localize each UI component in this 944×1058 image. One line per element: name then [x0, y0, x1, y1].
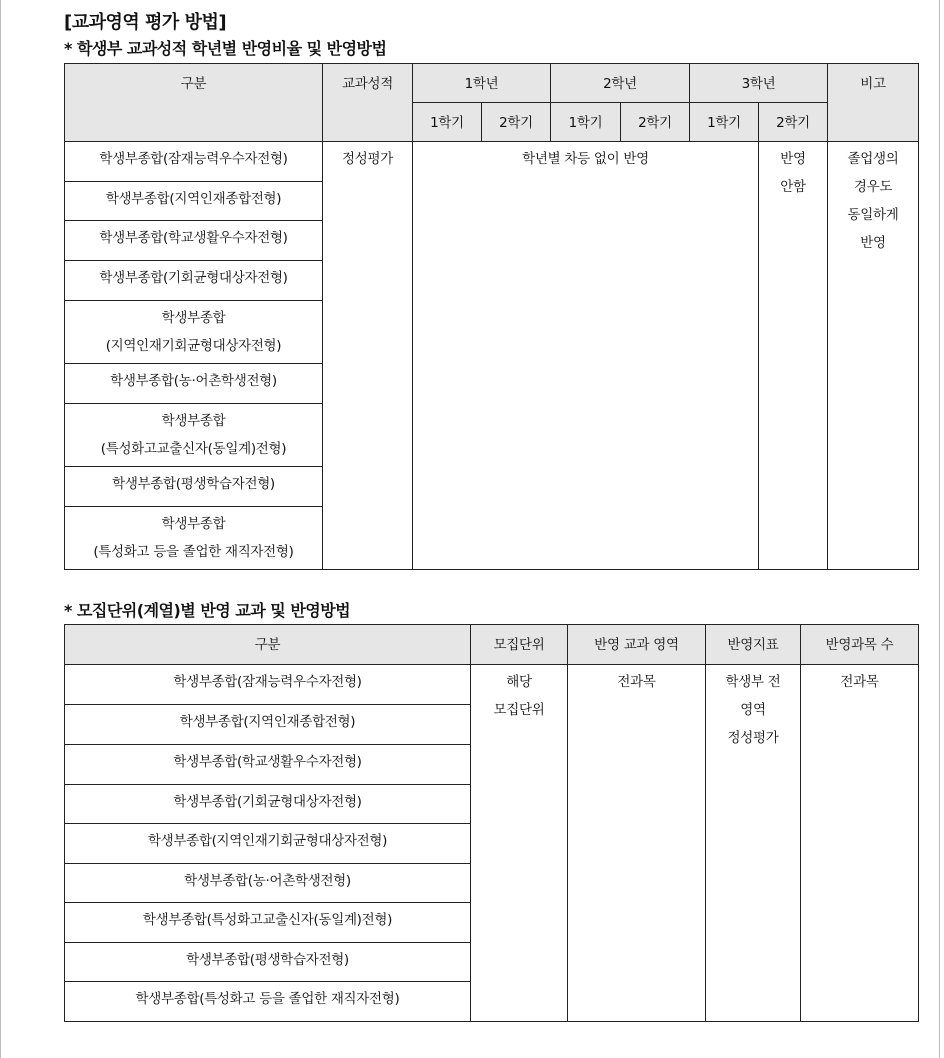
unit-value: 해당 모집단위 — [471, 665, 568, 1022]
table-row-label: 학생부종합(기회균형대상자전형) — [65, 785, 471, 824]
grade-score-value: 정성평가 — [323, 142, 413, 570]
table-row-label: 학생부종합(지역인재종합전형) — [65, 705, 471, 745]
header-category: 구분 — [65, 625, 471, 665]
header-y1-sem1: 1학기 — [413, 103, 482, 142]
table-row-label: 학생부종합(학교생활우수자전형) — [65, 745, 471, 785]
table-row-label: 학생부종합(평생학습자전형) — [65, 943, 471, 982]
grade-reflection-table — [64, 63, 919, 570]
header-y2-sem1: 1학기 — [551, 103, 621, 142]
header-area: 반영 교과 영역 — [568, 625, 706, 665]
header-year3: 3학년 — [690, 64, 828, 103]
subject-reflection-table — [64, 624, 919, 1022]
table-row-label: 학생부종합(특성화고 등을 졸업한 재직자전형) — [65, 982, 471, 1022]
table-row-label: 학생부종합(학교생활우수자전형) — [65, 221, 323, 261]
header-index: 반영지표 — [706, 625, 801, 665]
table-row-label: 학생부종합(잠재능력우수자전형) — [65, 142, 323, 182]
header-year2: 2학년 — [551, 64, 690, 103]
header-y2-sem2: 2학기 — [621, 103, 690, 142]
page-title: [교과영역 평가 방법] — [64, 12, 227, 33]
section1-heading: * 학생부 교과성적 학년별 반영비율 및 반영방법 — [64, 39, 387, 58]
note-value: 졸업생의 경우도 동일하게 반영 — [828, 142, 919, 570]
table-row-label: 학생부종합(평생학습자전형) — [65, 467, 323, 507]
table-row-label: 학생부종합(특성화고교출신자(동일계)전형) — [65, 903, 471, 943]
header-y1-sem2: 2학기 — [482, 103, 551, 142]
index-value: 학생부 전 영역 정성평가 — [706, 665, 801, 1022]
table-row-label: 학생부종합 (특성화고 등을 졸업한 재직자전형) — [65, 507, 323, 570]
table-row-label: 학생부종합(잠재능력우수자전형) — [65, 665, 471, 705]
table-row-label: 학생부종합 (특성화고교출신자(동일계)전형) — [65, 404, 323, 467]
header-grade-score: 교과성적 — [323, 64, 413, 142]
year3-sem2-value: 반영 안함 — [759, 142, 828, 570]
table-row-label: 학생부종합 (지역인재기회균형대상자전형) — [65, 301, 323, 364]
header-category: 구분 — [65, 64, 323, 142]
header-count: 반영과목 수 — [801, 625, 919, 665]
table-row-label: 학생부종합(농·어촌학생전형) — [65, 864, 471, 903]
table-row-label: 학생부종합(기회균형대상자전형) — [65, 261, 323, 301]
area-value: 전과목 — [568, 665, 706, 1022]
header-y3-sem2: 2학기 — [759, 103, 828, 142]
header-year1: 1학년 — [413, 64, 551, 103]
section2-heading: * 모집단위(계열)별 반영 교과 및 반영방법 — [64, 601, 351, 620]
table-row-label: 학생부종합(농·어촌학생전형) — [65, 364, 323, 404]
table-row-label: 학생부종합(지역인재기회균형대상자전형) — [65, 824, 471, 864]
header-note: 비고 — [828, 64, 919, 142]
count-value: 전과목 — [801, 665, 919, 1022]
table-row-label: 학생부종합(지역인재종합전형) — [65, 182, 323, 221]
header-y3-sem1: 1학기 — [690, 103, 759, 142]
reflection-value: 학년별 차등 없이 반영 — [413, 142, 759, 570]
header-unit: 모집단위 — [471, 625, 568, 665]
